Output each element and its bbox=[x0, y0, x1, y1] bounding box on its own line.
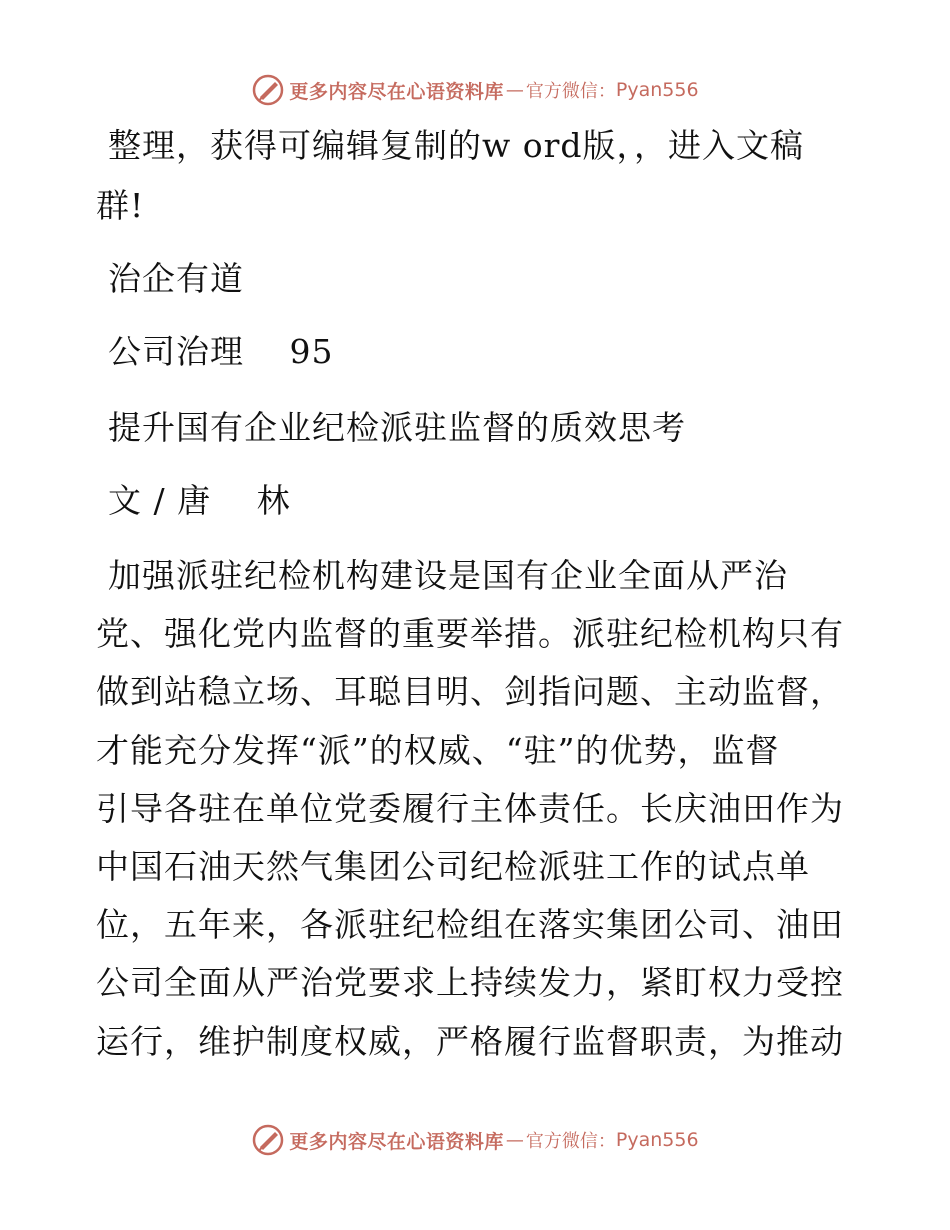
body-line: 运行，维护制度权威，严格履行监督职责，为推动 bbox=[96, 1022, 844, 1061]
body-line: 才能充分发挥“派”的权威、“驻”的优势，监督 bbox=[96, 731, 780, 770]
watermark-header bbox=[0, 70, 950, 110]
intro-line: 整理，获得可编辑复制的w ord版，，进入文稿 bbox=[108, 126, 805, 165]
body-line: 引导各驻在单位党委履行主体责任。长庆油田作为 bbox=[96, 789, 844, 828]
watermark-account: Pyan556 bbox=[615, 79, 699, 101]
watermark-account: Pyan556 bbox=[615, 1129, 699, 1151]
intro-line: 群! bbox=[96, 186, 145, 225]
watermark-separator: — bbox=[505, 1129, 524, 1151]
running-header: 公司治理 95 bbox=[108, 332, 334, 371]
article-title: 提升国有企业纪检派驻监督的质效思考 bbox=[108, 408, 686, 447]
section-label: 治企有道 bbox=[108, 259, 244, 298]
body-line: 中国石油天然气集团公司纪检派驻工作的试点单 bbox=[96, 847, 810, 886]
watermark-footer bbox=[0, 1120, 950, 1160]
body-line: 加强派驻纪检机构建设是国有企业全面从严治 bbox=[108, 556, 788, 595]
watermark-main-text: 更多内容尽在心语资料库 bbox=[289, 1130, 504, 1153]
body-line: 位，五年来，各派驻纪检组在落实集团公司、油田 bbox=[96, 905, 844, 944]
article-author: 文 / 唐 林 bbox=[108, 481, 291, 520]
watermark-main-text: 更多内容尽在心语资料库 bbox=[289, 80, 504, 103]
body-line: 公司全面从严治党要求上持续发力，紧盯权力受控 bbox=[96, 963, 844, 1002]
watermark-label: 官方微信： bbox=[525, 1131, 616, 1152]
body-line: 党、强化党内监督的重要举措。派驻纪检机构只有 bbox=[96, 614, 844, 653]
watermark-separator: — bbox=[505, 79, 524, 101]
watermark-label: 官方微信： bbox=[525, 81, 616, 102]
quill-pen-logo-icon bbox=[251, 73, 285, 107]
body-line: 做到站稳立场、耳聪目明、剑指问题、主动监督， bbox=[96, 672, 844, 711]
quill-pen-logo-icon bbox=[251, 1123, 285, 1157]
